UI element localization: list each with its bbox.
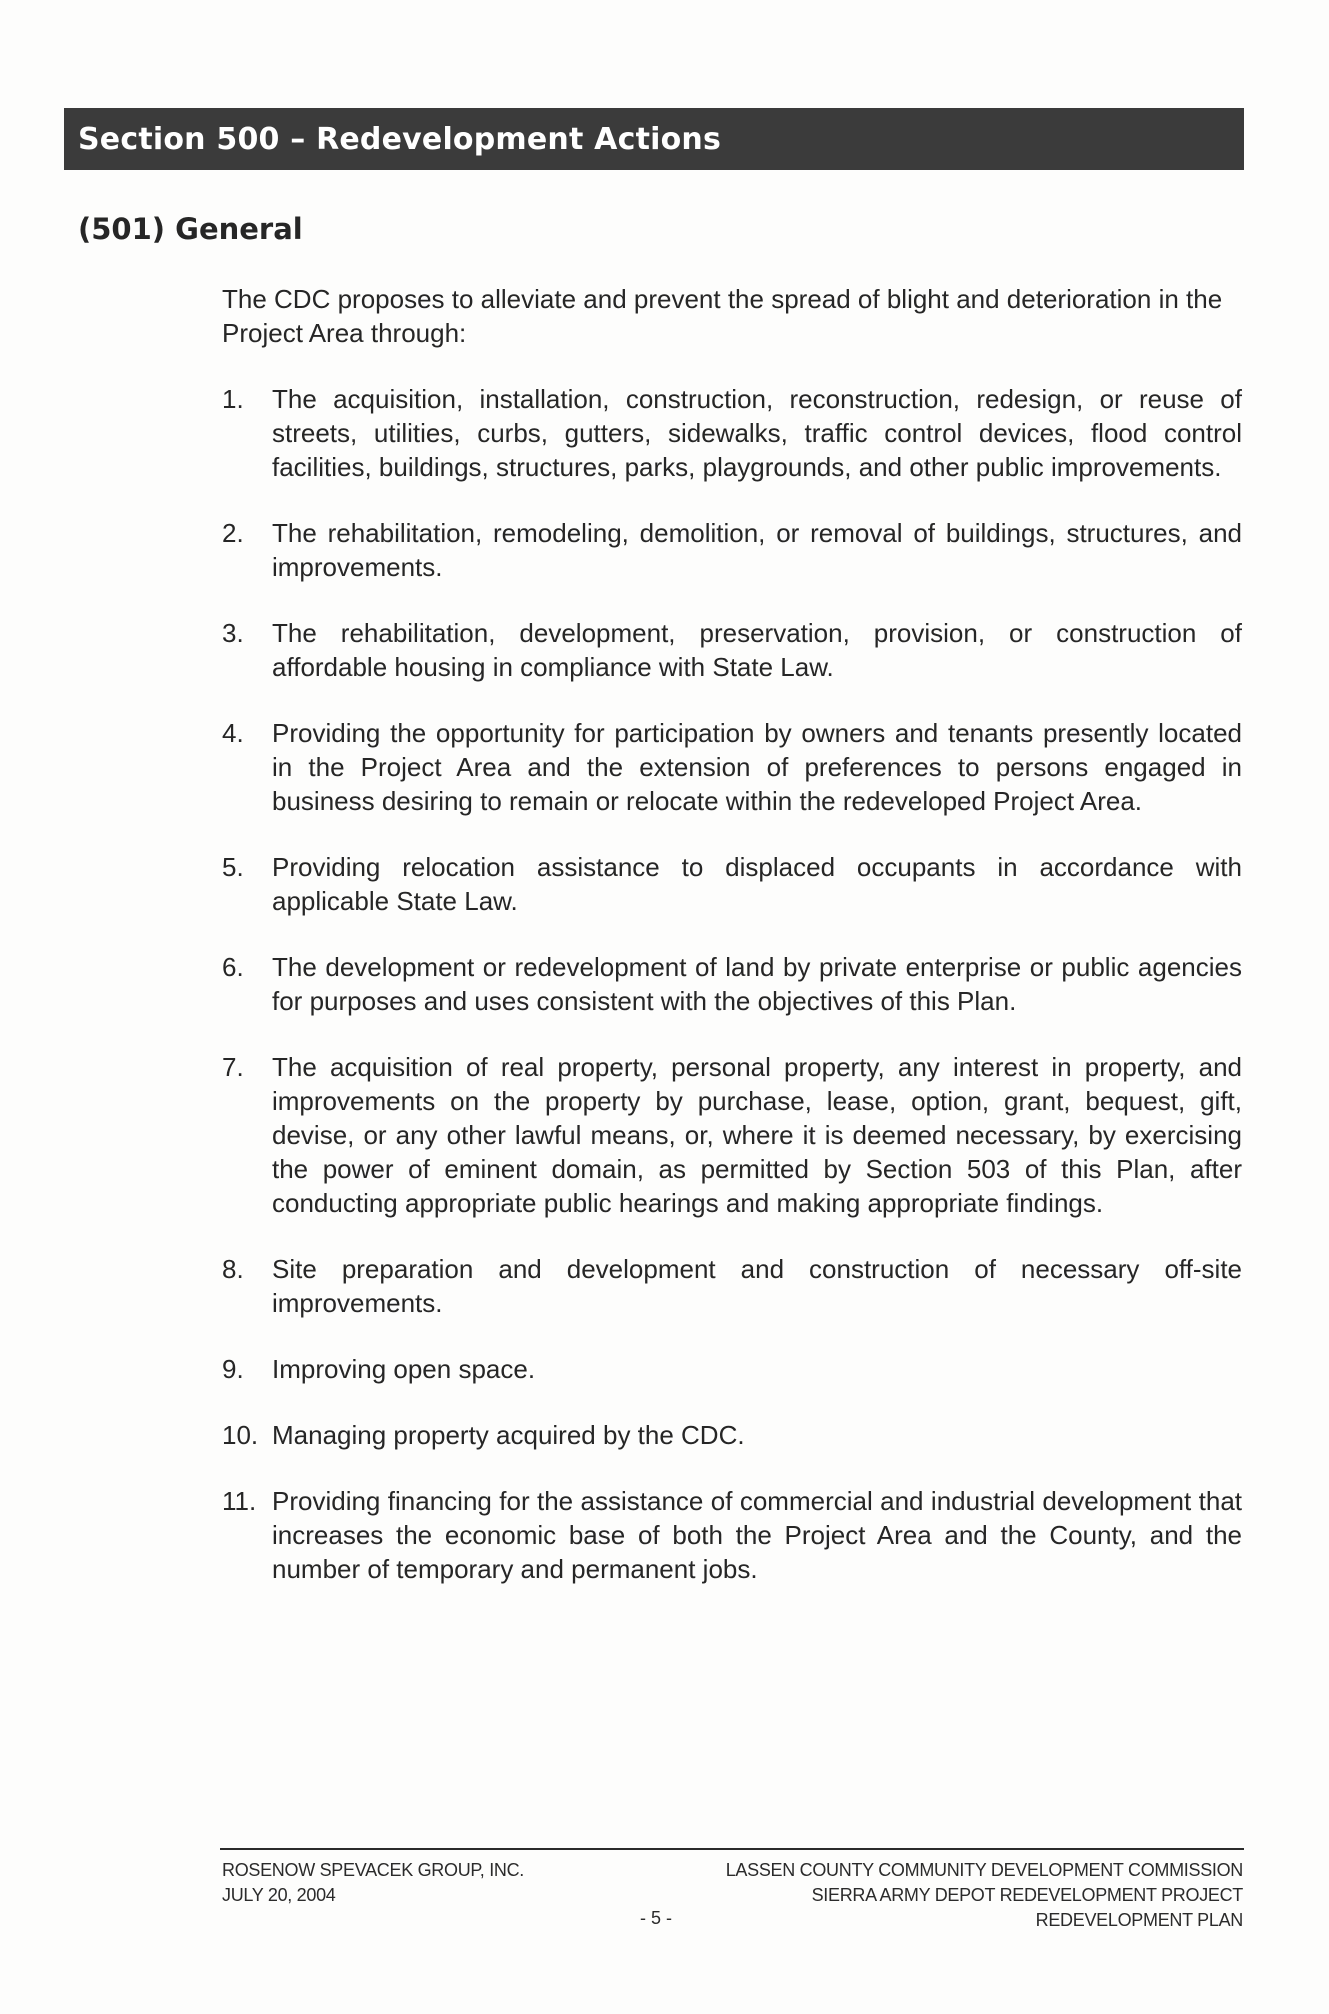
item-number: 8.	[222, 1254, 244, 1284]
item-text: Providing financing for the assistance of commercial and industrial development that increases the economic base of both the Project Area and the County, and the number of temporary and permanent jobs.	[272, 1486, 1242, 1584]
item-text: Providing relocation assistance to displaced occupants in accordance with applicable State Law.	[272, 852, 1242, 916]
item-number: 6.	[222, 952, 244, 982]
item-text: The rehabilitation, remodeling, demolition, or removal of buildings, structures, and improvements.	[272, 518, 1242, 582]
item-number: 3.	[222, 618, 244, 648]
footer-right	[726, 1858, 1243, 1933]
item-text: Managing property acquired by the CDC.	[272, 1420, 745, 1450]
subsection-heading: (501) General	[78, 212, 303, 246]
footer-left	[222, 1858, 524, 1908]
footer-plan: REDEVELOPMENT PLAN	[1035, 1910, 1243, 1930]
item-text: The acquisition of real property, personal property, any interest in property, and improvements on the property by purchase, lease, option, grant, bequest, gift, devise, or any other lawful means, or, where it is deemed necessary, by exercising the power of eminent domain, as permitted by Section 503 of this Plan, after conducting appropriate public hearings and making appropriate findings.	[272, 1052, 1242, 1218]
item-text: Site preparation and development and construction of necessary off-site improvements.	[272, 1254, 1242, 1318]
item-text: Providing the opportunity for participation by owners and tenants presently located in the Project Area and the extension of preferences to persons engaged in business desiring to remain or relocate within the redeveloped Project Area.	[272, 718, 1242, 816]
list-item	[222, 950, 1242, 1018]
actions-list	[222, 382, 1242, 1618]
item-text: The acquisition, installation, construction, reconstruction, redesign, or reuse of streets, utilities, curbs, gutters, sidewalks, traffic control devices, flood control facilities, buildings, structures, parks, playgrounds, and other public improvements.	[272, 384, 1242, 482]
footer-firm: ROSENOW SPEVACEK GROUP, INC.	[222, 1860, 524, 1880]
list-item	[222, 516, 1242, 584]
list-item	[222, 1252, 1242, 1320]
list-item	[222, 716, 1242, 818]
footer-project: SIERRA ARMY DEPOT REDEVELOPMENT PROJECT	[811, 1885, 1243, 1905]
page-number: - 5 -	[640, 1908, 673, 1928]
item-number: 7.	[222, 1052, 244, 1082]
item-number: 4.	[222, 718, 244, 748]
item-text: The development or redevelopment of land by private enterprise or public agencies for purposes and uses consistent with the objectives of this Plan.	[272, 952, 1242, 1016]
item-number: 10.	[222, 1420, 259, 1450]
item-number: 1.	[222, 384, 244, 414]
list-item	[222, 1484, 1242, 1586]
footer-date: JULY 20, 2004	[222, 1885, 336, 1905]
item-number: 9.	[222, 1354, 244, 1384]
section-header-bar	[64, 108, 1244, 170]
footer-commission: LASSEN COUNTY COMMUNITY DEVELOPMENT COMMISSION	[725, 1860, 1243, 1880]
intro-paragraph: The CDC proposes to alleviate and prevent the spread of blight and deterioration in the Project Area through:	[222, 284, 1223, 348]
list-item	[222, 1418, 1242, 1452]
section-title: Section 500 – Redevelopment Actions	[78, 121, 722, 157]
item-number: 2.	[222, 518, 244, 548]
item-number: 5.	[222, 852, 244, 882]
item-text: Improving open space.	[272, 1354, 536, 1384]
list-item	[222, 382, 1242, 484]
footer-divider	[220, 1848, 1244, 1850]
item-text: The rehabilitation, development, preservation, provision, or construction of affordable housing in compliance with State Law.	[272, 618, 1242, 682]
item-number: 11.	[222, 1486, 257, 1516]
list-item	[222, 1050, 1242, 1220]
list-item	[222, 1352, 1242, 1386]
list-item	[222, 616, 1242, 684]
list-item	[222, 850, 1242, 918]
